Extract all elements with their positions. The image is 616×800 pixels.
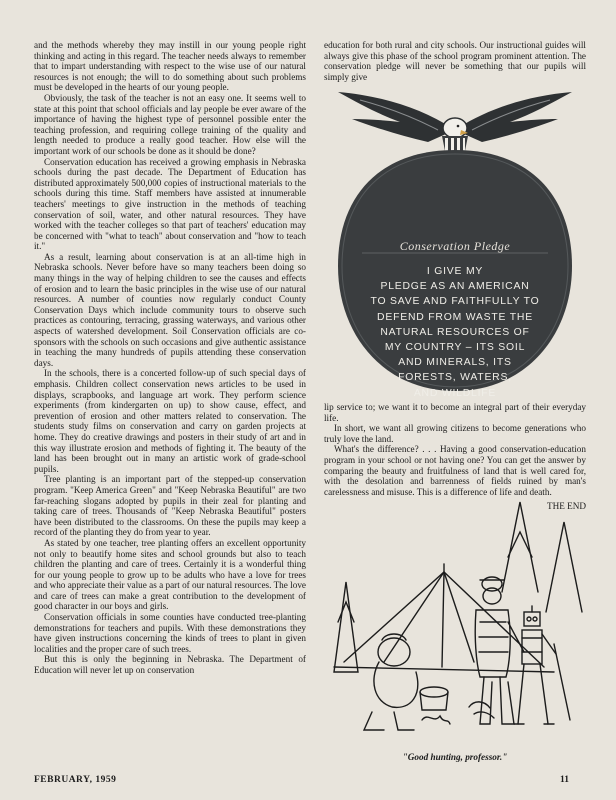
issue-date: FEBRUARY, 1959 (34, 775, 117, 785)
paragraph: In short, we want all growing citizens to become generations who truly love the land. (324, 423, 586, 444)
right-column-top (324, 40, 586, 82)
paragraph: Conservation education has received a growing emphasis in Nebraska schools during the past decade. The Department of Education has distributed approximately 500,000 copies of instructional materials to the schools during this time. Staff members have assisted at innumerable teachers' meetings to give instruction in the methods of teaching conservation of soil, water, and other natural resources. They have worked with the teacher colleges so that part of teachers' education may be concerned with "what to teach" about conservation and "how to teach it." (34, 156, 306, 252)
pledge-title: Conservation Pledge (399, 239, 511, 253)
paragraph: and the methods whereby they may instill in our young people right thinking and acting in this regard. The teacher needs always to remember that to impart understanding with respect to the wise use of our natural resources is not enough; the will to do something about such problems must be developed in the hearts of our young people. (34, 40, 306, 93)
paragraph: education for both rural and city schools. Our instructional guides will always give this phase of the school program prominent attention. The conservation pledge will never be something that our pupils will simply give (324, 40, 586, 82)
pledge-line: TO SAVE AND FAITHFULLY TO (370, 296, 540, 308)
paragraph: Tree planting is an important part of the stepped-up conservation program. "Keep America Green" and "Keep Nebraska Beautiful" are two far-reaching slogans adopted by pupils in their zeal for planting and taking care of trees. Thousands of "Keep Nebraska Beautiful" posters have been distributed to the classrooms. On these the pupils may keep a record of the planting they do from year to year. (34, 474, 306, 538)
pledge-line: PLEDGE AS AN AMERICAN (380, 281, 530, 293)
pledge-line: AND MINERALS, ITS (398, 357, 512, 369)
left-column (34, 40, 306, 676)
hunting-cartoon-illustration (324, 462, 586, 752)
paragraph: Obviously, the task of the teacher is not an easy one. It seems well to state at this point that school officials and lay people be ever aware of the importance of having the highest type of personnel possible enter the teaching profession, and requiring college training of the quality and length needed to produce a really good teacher. How else will the important work of our schools be done as it should be done? (34, 92, 306, 156)
cartoon-caption: "Good hunting, professor." (402, 752, 508, 762)
paragraph: What's the difference? . . . Having a good conservation-education program in your school or not having one? You can get the answer by comparing the beauty and fruitfulness of land that is well cared for, with the desolation and barrenness of fields ruined by man's carelessness and misuse. This is a difference of life and death. (324, 444, 586, 497)
the-end-marker: THE END (546, 501, 586, 512)
pledge-line: I GIVE MY (426, 266, 484, 277)
paragraph: In the schools, there is a concerted follow-up of such special days of emphasis. Children collect conservation news articles to be used in displays, scrapbooks, and language art work. They perform science experiments (from kindergarten on up) to show cause, effect, and prevention of erosion and other matters related to conservation. The students study films on conservation and carry on garden projects at home. They do creative drawings and posters in their study of art and in this way illustrate erosion and methods of fighting it. The beauty of the land has been brought out in many an artistic work of grade-school pupils. (34, 368, 306, 474)
pledge-line: MY COUNTRY – ITS SOIL (384, 342, 526, 354)
pledge-line: FORESTS, WATERS, (398, 372, 512, 384)
paragraph: As stated by one teacher, tree planting offers an excellent opportunity not only to beautify home sites and school grounds but also to teach children the planting and care of trees. Certainly it is a wonderful thing for our young people to grow up to be adults who have a love for trees and who appreciate their value as a part of our natural resources. The love and care of trees can make a great contribution to the development of good character in our boys and girls. (34, 537, 306, 612)
paragraph: But this is only the beginning in Nebraska. The Department of Education will never let up on conservation (34, 654, 306, 676)
paragraph: As a result, learning about conservation is at an all-time high in Nebraska schools. Never before have so many teachers been doing so many things in the way of helping children to see the causes and effects of erosion and to learn the basic principles in the wise use of our natural resources. A number of counties now regularly conduct County Conservation Days which include community tours to observe such practices as contouring, terracing, grassing waterways, and various other aspects of watershed development. Soil Conservation officials are co-sponsors with the schools on such occasions and give authentic assistance in teaching the many hundreds of pupils attending these conservation days. (34, 251, 306, 368)
page-number: 11 (560, 775, 569, 785)
pledge-line: DEFEND FROM WASTE THE (377, 311, 533, 323)
paragraph: lip service to; we want it to become an integral part of their everyday life. (324, 402, 586, 423)
pledge-text (354, 264, 556, 401)
conservation-pledge-emblem (330, 86, 580, 399)
cartoon-drawing (324, 462, 586, 752)
pledge-line: AND WILDLIFE (413, 387, 497, 399)
paragraph: Conservation officials in some counties have conducted tree-planting demonstrations for teachers and pupils. With these demonstrations they have given instructions concerning the kinds of trees to plant in given localities and the proper care of such trees. (34, 612, 306, 654)
pledge-line: NATURAL RESOURCES OF (380, 326, 530, 338)
